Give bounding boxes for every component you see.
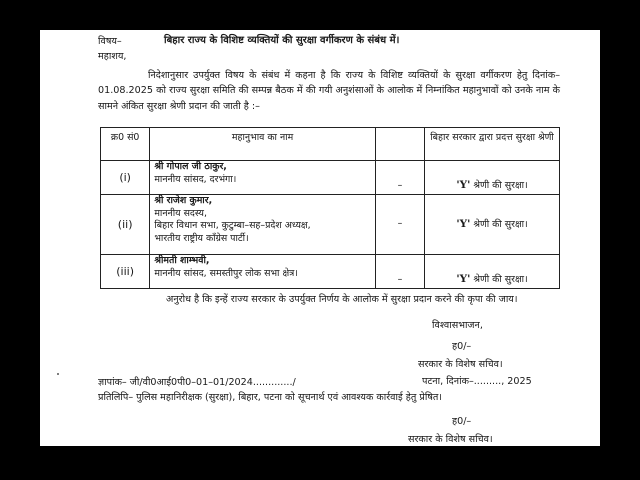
header-serial: क्र0 सं0 — [101, 128, 150, 161]
row-category — [425, 195, 560, 255]
row-person — [150, 255, 375, 289]
table-row — [101, 195, 560, 255]
row-dash: – — [375, 255, 424, 289]
letter-page — [40, 30, 600, 446]
signatory-title-2: सरकार के विशेष सचिव। — [408, 434, 493, 445]
subject-text: बिहार राज्य के विशिष्ट व्यक्तियों की सुरक्षा वर्गीकरण के संबंध में। — [164, 35, 400, 46]
row-dash: – — [375, 161, 424, 195]
row-person — [150, 161, 375, 195]
category-letter: 'Y' — [456, 273, 471, 285]
memo-number: ज्ञापांक– जी/वी0आई0पी0–01–01/2024............./ — [98, 377, 296, 388]
closing-text: अनुरोध है कि इन्हें राज्य सरकार के उपर्युक्त निर्णय के आलोक में सुरक्षा प्रदान करने की कृपा की जाय। — [166, 294, 518, 305]
table-row — [101, 161, 560, 195]
row-dash: – — [375, 195, 424, 255]
row-serial: (ii) — [101, 195, 150, 255]
signature-short: ह0/– — [452, 341, 472, 352]
category-text: श्रेणी की सुरक्षा। — [470, 180, 528, 191]
header-category: बिहार सरकार द्वारा प्रदत्त सुरक्षा श्रेणी — [425, 128, 560, 161]
signature-short-2: ह0/– — [452, 416, 472, 427]
row-serial: (iii) — [101, 255, 150, 289]
signatory-title: सरकार के विशेष सचिव। — [418, 359, 503, 370]
person-detail: माननीय सांसद, समस्तीपुर लोक सभा क्षेत्र। — [154, 267, 298, 279]
header-blank — [375, 128, 424, 161]
person-detail: बिहार विधान सभा, कुटुम्बा–सह–प्रदेश अध्यक्ष, — [154, 220, 311, 231]
category-letter: 'Y' — [456, 217, 471, 230]
closing-paragraph — [98, 292, 560, 307]
person-detail: माननीय सदस्य, — [154, 207, 207, 219]
security-table — [100, 127, 560, 289]
category-text: श्रेणी की सुरक्षा। — [470, 274, 528, 285]
person-detail: भारतीय राष्ट्रीय कॉंग्रेस पार्टी। — [154, 232, 249, 244]
row-category — [425, 161, 560, 195]
row-serial: (i) — [101, 161, 150, 195]
body-paragraph-text: निदेशानुसार उपर्युक्त विषय के संबंध में कहना है कि राज्य के विशिष्ट व्यक्तियों के सुरक्षा वर्गीकरण हेतु दिनांक–01.08.2025 को राज्य सुरक्षा समिति की सम्पन्न बैठक में की गयी अनुशंसाओं के आलोक में निम्नांकित महानुभावों को उनके नाम के सामने अंकित सुरक्षा श्रेणी प्रदान की जाती है :– — [98, 70, 560, 112]
row-category — [425, 255, 560, 289]
copy-to: प्रतिलिपि– पुलिस महानिरीक्षक (सुरक्षा), बिहार, पटना को सूचनार्थ एवं आवश्यक कार्रवाई हेतु प्रेषित। — [98, 392, 442, 403]
header-name: महानुभाव का नाम — [150, 128, 375, 161]
category-text: श्रेणी की सुरक्षा। — [470, 218, 528, 230]
person-name: श्रीमती शाम्भवी, — [154, 255, 210, 266]
table-header-row — [101, 128, 560, 161]
row-person — [150, 195, 375, 255]
scan-speck — [57, 373, 59, 375]
category-letter: 'Y' — [456, 179, 471, 191]
salutation: महाशय, — [98, 51, 127, 62]
table-row — [101, 255, 560, 289]
place-date: पटना, दिनांक–........., 2025 — [422, 376, 532, 387]
person-detail: माननीय सांसद, दरभंगा। — [154, 173, 237, 185]
person-name: श्री राजेश कुमार, — [154, 195, 213, 206]
sign-off: विश्वासभाजन, — [432, 320, 483, 331]
subject-label: विषय– — [98, 36, 122, 47]
body-paragraph — [98, 68, 560, 114]
person-name: श्री गोपाल जी ठाकुर, — [154, 161, 227, 172]
